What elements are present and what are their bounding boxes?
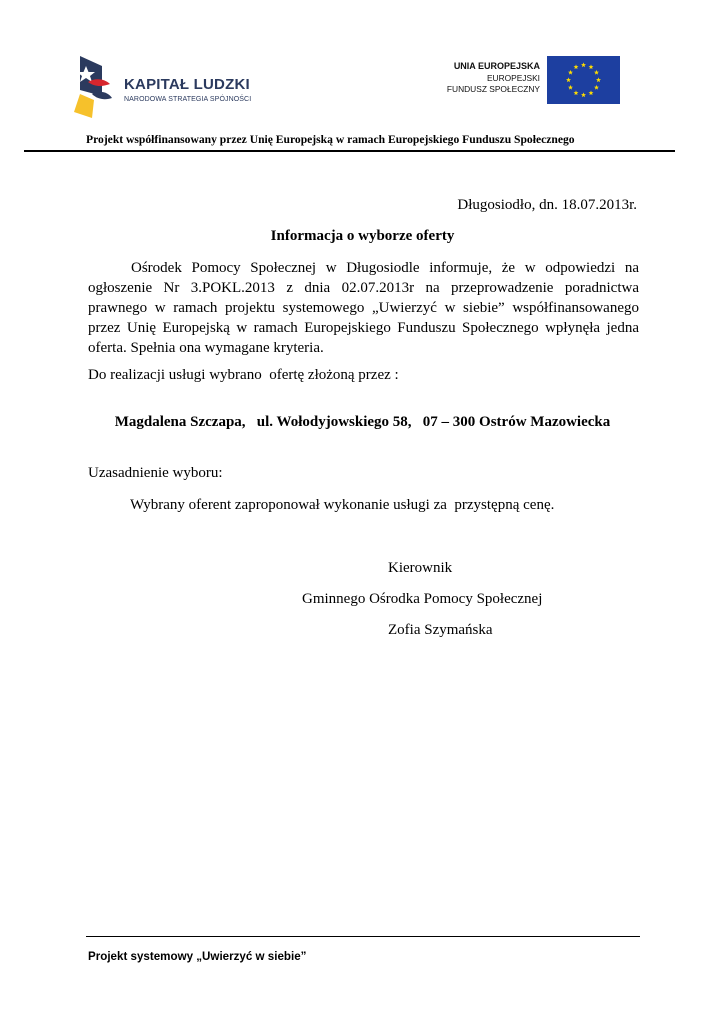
kapital-ludzki-title: KAPITAŁ LUDZKI	[124, 76, 250, 93]
header-divider	[24, 150, 675, 152]
contractor-details: Magdalena Szczapa, ul. Wołodyjowskiego 58, 07 – 300 Ostrów Mazowiecka	[114, 414, 611, 430]
eu-flag-icon	[547, 56, 620, 104]
footer-divider	[86, 936, 640, 937]
cofinancing-statement: Projekt współfinansowany przez Unię Europejską w ramach Europejskiego Funduszu Społecznego	[86, 133, 575, 146]
eu-logo-text	[447, 61, 540, 96]
signature-organization: Gminnego Ośrodka Pomocy Społecznej	[302, 591, 543, 607]
date-line: Długosiodło, dn. 18.07.2013r.	[457, 197, 637, 213]
eu-logo-line2: EUROPEJSKI	[486, 72, 540, 83]
eu-logo-line3: FUNDUSZ SPOŁECZNY	[446, 84, 540, 94]
justification-label: Uzasadnienie wyboru:	[88, 465, 223, 481]
paragraph-announcement: Ośrodek Pomocy Społecznej w Długosiodle informuje, że w odpowiedzi na ogłoszenie Nr 3.POKL.2013 z dnia 02.07.2013r na przeprowadzenie poradnictwa prawnego w ramach projektu systemowego „Uwierzyć w siebie” współfinansowanego przez Unię Europejską w ramach Europejskiego Funduszu Społecznego wpłynęła jedna oferta. Spełnia ona wymagane kryteria.	[88, 260, 639, 356]
footer-project-name: Projekt systemowy „Uwierzyć w siebie”	[88, 950, 307, 963]
signature-role: Kierownik	[388, 560, 453, 576]
kapital-ludzki-subtitle: NARODOWA STRATEGIA SPÓJNOŚCI	[124, 96, 252, 103]
kapital-ludzki-logo	[72, 56, 272, 122]
document-title: Informacja o wyborze oferty	[270, 228, 455, 244]
signature-name: Zofia Szymańska	[388, 622, 493, 638]
justification-text: Wybrany oferent zaproponował wykonanie usługi za przystępną cenę.	[130, 497, 555, 513]
eu-logo	[410, 56, 620, 106]
eu-logo-line1: UNIA EUROPEJSKA	[453, 61, 540, 71]
kapital-ludzki-emblem-icon	[72, 56, 118, 120]
paragraph-selected-offer: Do realizacji usługi wybrano ofertę złożoną przez :	[88, 367, 399, 383]
